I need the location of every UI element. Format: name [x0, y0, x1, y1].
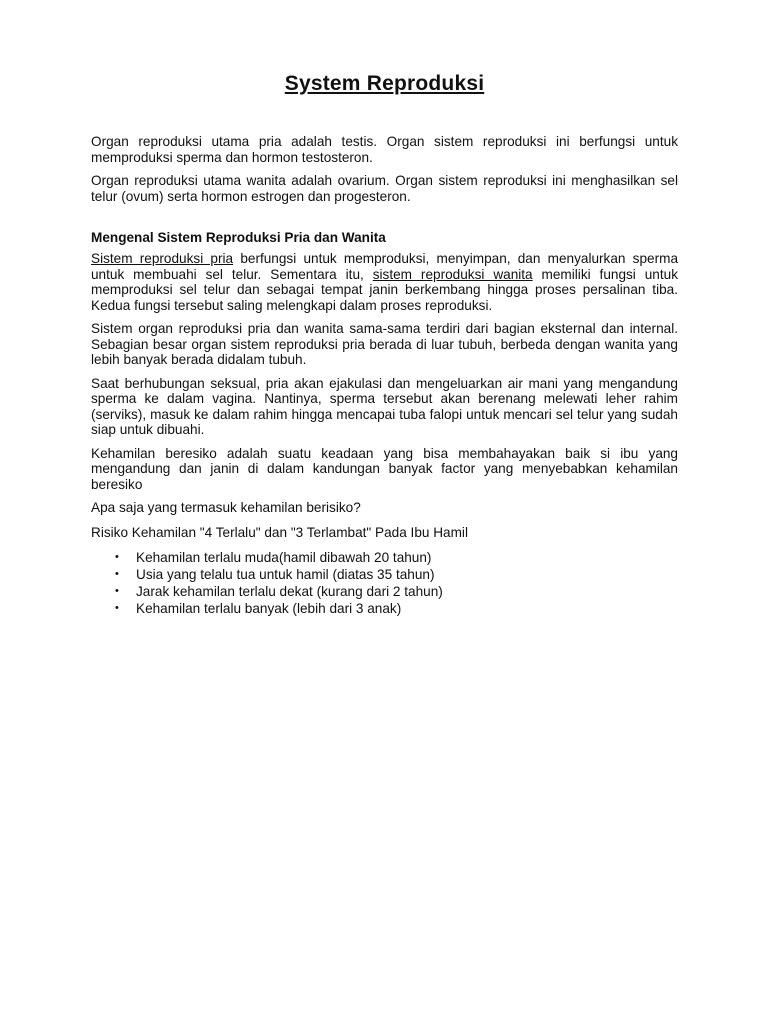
paragraph-risky-pregnancy: Kehamilan beresiko adalah suatu keadaan yang bisa membahayakan baik si ibu yang mengandung dan janin di dalam kandungan banyak factor yang menyebabkan kehamilan beresiko — [91, 445, 678, 492]
intro-paragraph-2: Organ reproduksi utama wanita adalah ovarium. Organ sistem reproduksi ini menghasilkan sel telur (ovum) serta hormon estrogen dan progesteron. — [91, 173, 678, 204]
list-item-text: Kehamilan terlalu banyak (lebih dari 3 anak) — [136, 601, 402, 616]
list-item — [115, 566, 678, 583]
bullet-icon: • — [115, 551, 119, 563]
list-item — [115, 600, 678, 617]
paragraph-organ-structure: Sistem organ reproduksi pria dan wanita sama-sama terdiri dari bagian eksternal dan internal. Sebagian besar organ sistem reproduksi pria berada di luar tubuh, berbeda dengan wanita yang lebih banyak berada didalam tubuh. — [91, 321, 678, 367]
list-item-text: Kehamilan terlalu muda(hamil dibawah 20 tahun) — [136, 550, 432, 565]
paragraph-text-segment: berfungsi untuk memproduksi, menyimpan, dan menyalurkan sperma untuk membuahi sel telur. Sementara itu, — [91, 251, 679, 282]
question-line: Apa saja yang termasuk kehamilan berisiko? — [91, 500, 361, 515]
link-sistem-reproduksi-pria[interactable]: Sistem reproduksi pria — [91, 251, 234, 266]
list-item-text: Jarak kehamilan terlalu dekat (kurang dari 2 tahun) — [136, 584, 443, 599]
paragraph-fertilization: Saat berhubungan seksual, pria akan ejakulasi dan mengeluarkan air mani yang mengandung sperma ke dalam vagina. Nantinya, sperma tersebut akan berenang melewati leher rahim (serviks), masuk ke dalam rahim hingga mencapai tuba falopi untuk mencari sel telur yang sudah siap untuk dibuahi. — [91, 375, 678, 437]
section-heading: Mengenal Sistem Reproduksi Pria dan Wanita — [91, 230, 386, 245]
risk-list — [91, 549, 678, 617]
intro-paragraph-1: Organ reproduksi utama pria adalah testis. Organ sistem reproduksi ini berfungsi untuk memproduksi sperma dan hormon testosteron. — [91, 134, 678, 165]
bullet-icon: • — [115, 602, 119, 614]
bullet-icon: • — [115, 585, 119, 597]
bullet-icon: • — [115, 568, 119, 580]
list-intro-line: Risiko Kehamilan "4 Terlalu" dan "3 Terlambat" Pada Ibu Hamil — [91, 524, 468, 540]
paragraph-text-segment: memiliki fungsi untuk memproduksi sel telur dan sebagai tempat janin berkembang hingga proses persalinan tiba. Kedua fungsi tersebut saling melengkapi dalam proses reproduksi. — [91, 266, 678, 313]
list-item — [115, 583, 678, 600]
document-title: System Reproduksi — [284, 72, 485, 95]
link-sistem-reproduksi-wanita[interactable]: sistem reproduksi wanita — [372, 266, 533, 282]
list-item-text: Usia yang telalu tua untuk hamil (diatas 35 tahun) — [136, 567, 435, 582]
list-item — [115, 549, 678, 566]
paragraph-reproduction-function — [91, 251, 678, 313]
